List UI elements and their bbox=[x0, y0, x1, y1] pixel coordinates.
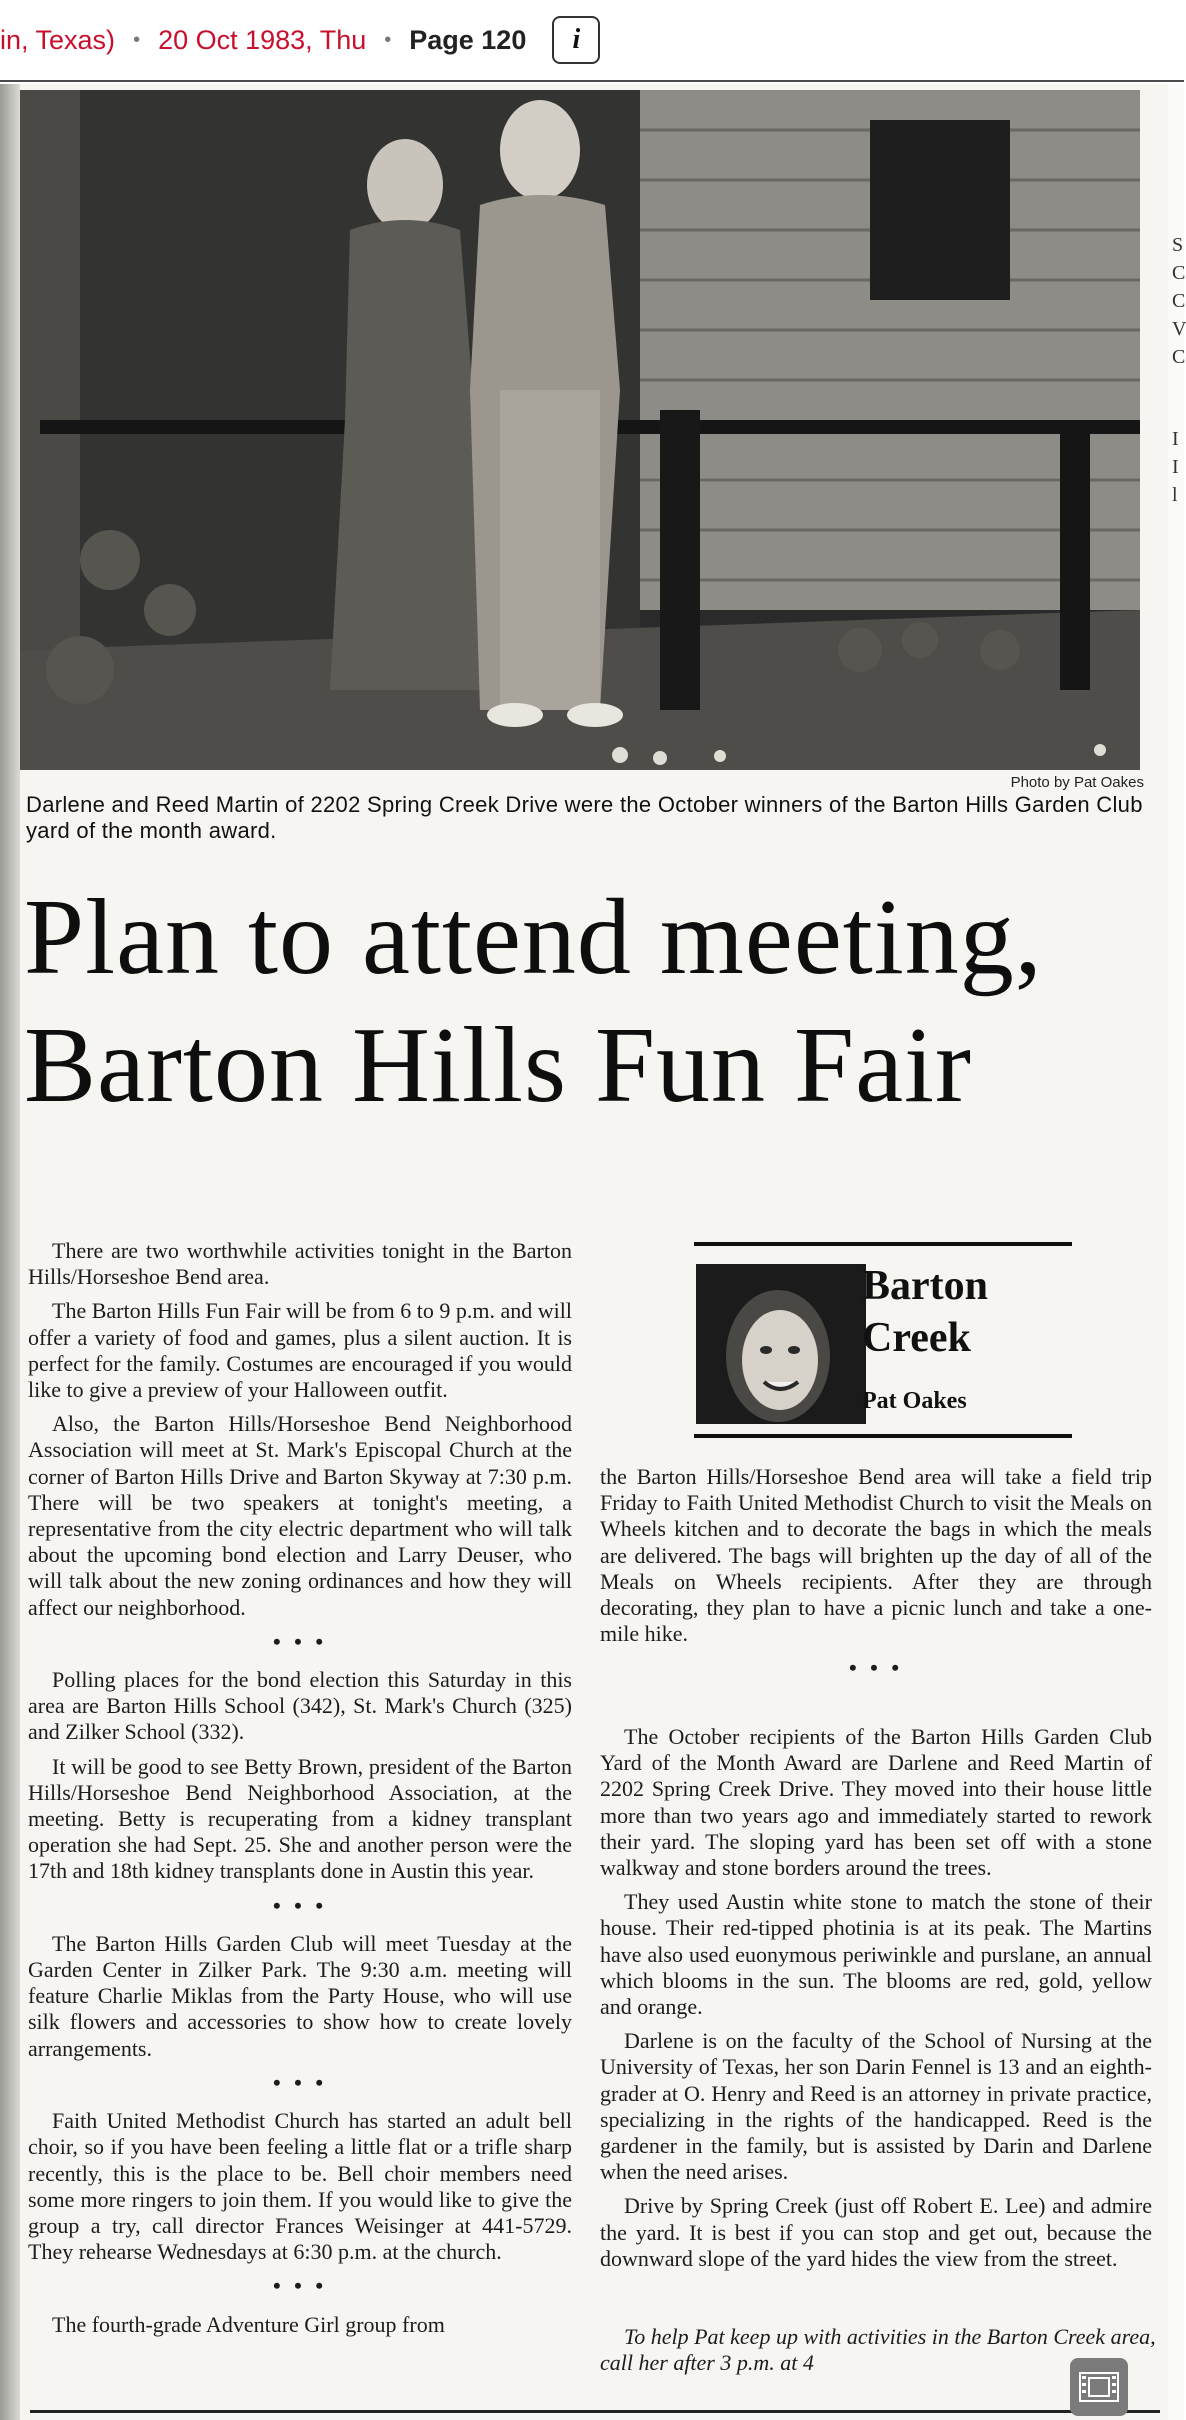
adjacent-column-edge bbox=[1168, 84, 1184, 2420]
filmstrip-button[interactable] bbox=[1070, 2358, 1128, 2416]
article-paragraph: Darlene is on the faculty of the School of Nursing at the University of Texas, her son Darin Fennel is 13 and an eighth-grader at O. Henry and Reed is an attorney in private practice, specializing in the rights of the handicapped. Reed is the gardener in the family, but is assisted by Darin and Darlene when the need arises. bbox=[600, 2028, 1152, 2185]
article-paragraph: It will be good to see Betty Brown, president of the Barton Hills/Horseshoe Bend Neighborhood Association, at the meeting. Betty is recuperating from a kidney transplant operation she had Sept. 25. She and another person were the 17th and 18th kidney transplants done in Austin this year. bbox=[28, 1753, 572, 1884]
edge-letter: S bbox=[1172, 234, 1184, 256]
paper-location[interactable]: in, Texas) bbox=[0, 24, 116, 55]
column-title bbox=[862, 1260, 988, 1364]
photo-credit: Photo by Pat Oakes bbox=[1010, 774, 1144, 791]
article-paragraph: The October recipients of the Barton Hills Garden Club Yard of the Month Award are Darlene and Reed Martin of 2202 Spring Creek Drive. They moved into their house little more than two years ago and immediately started to rework their yard. The sloping yard has been set off with a stone walkway and stone borders around the trees. bbox=[600, 1724, 1152, 1881]
issue-date[interactable]: 20 Oct 1983, Thu bbox=[158, 24, 367, 55]
page-bottom-rule bbox=[30, 2410, 1160, 2413]
article-paragraph: They used Austin white stone to match the stone of their house. Their red-tipped photinia is at its peak. The Martins have also used euonymous periwinkle and purslane, an annual which blooms in the sun. The blooms are red, gold, yellow and orange. bbox=[600, 1889, 1152, 2020]
closing-note: To help Pat keep up with activities in the Barton Creek area, call her after 3 p.m. at 4 bbox=[600, 2324, 1156, 2375]
column-title-line: Creek bbox=[862, 1315, 971, 1361]
author-photo bbox=[696, 1264, 866, 1424]
headline-line: Barton Hills Fun Fair bbox=[24, 1006, 973, 1125]
article-paragraph: There are two worthwhile activities tonight in the Barton Hills/Horseshoe Bend area. bbox=[28, 1238, 572, 1290]
page-number: Page 120 bbox=[409, 24, 527, 55]
separator-dot: • bbox=[133, 28, 141, 51]
edge-letter: I bbox=[1172, 428, 1179, 450]
edge-letter: C bbox=[1172, 346, 1186, 368]
section-separator: • • • bbox=[272, 1892, 328, 1918]
article-headline bbox=[24, 874, 1154, 1130]
section-separator: • • • bbox=[272, 2273, 328, 2299]
section-separator: • • • bbox=[272, 2069, 328, 2095]
section-separator: • • • bbox=[272, 1628, 328, 1654]
article-column-right-top bbox=[600, 1464, 1152, 1694]
author-name: Pat Oakes bbox=[862, 1388, 967, 1414]
article-paragraph: The Barton Hills Garden Club will meet Tuesday at the Garden Center in Zilker Park. The 9:30 a.m. meeting will feature Charlie Miklas from the Party House, who will use silk flowers and accessories to show how to create lovely arrangements. bbox=[28, 1930, 572, 2061]
article-paragraph: Drive by Spring Creek (just off Robert E. Lee) and admire the yard. It is best if you can stop and get out, because the downward slope of the yard hides the view from the street. bbox=[600, 2193, 1152, 2271]
article-paragraph: Faith United Methodist Church has started an adult bell choir, so if you have been feeling a little flat or a trifle sharp recently, this is the place to be. Bell choir members need some more ringers to join them. If you would like to give the group a try, call director Frances Weisinger at 441-5729. They rehearse Wednesdays at 6:30 p.m. at the church. bbox=[28, 2108, 572, 2265]
article-column-right bbox=[600, 1724, 1152, 2280]
info-button[interactable] bbox=[552, 16, 600, 64]
page-left-edge bbox=[0, 84, 20, 2420]
separator-dot: • bbox=[384, 28, 392, 51]
edge-letter: C bbox=[1172, 290, 1186, 312]
photo-caption: Darlene and Reed Martin of 2202 Spring Creek Drive were the October winners of the Barton Hills Garden Club yard of the month award. bbox=[26, 792, 1143, 843]
top-bar bbox=[0, 0, 1184, 82]
edge-letter: V bbox=[1172, 318, 1186, 340]
column-byline-box bbox=[694, 1242, 1072, 1438]
article-paragraph: The fourth-grade Adventure Girl group from bbox=[52, 2311, 445, 2337]
headline-line: Plan to attend meeting, bbox=[24, 878, 1043, 997]
info-icon: i bbox=[572, 24, 581, 55]
edge-letter: C bbox=[1172, 262, 1186, 284]
news-photo bbox=[20, 90, 1140, 770]
article-column-left bbox=[28, 1238, 572, 2346]
article-paragraph: The Barton Hills Fun Fair will be from 6 to 9 p.m. and will offer a variety of food and games, plus a silent auction. It is perfect for the family. Costumes are encouraged if you would like to give a preview of your Halloween outfit. bbox=[28, 1298, 573, 1403]
article-paragraph: Also, the Barton Hills/Horseshoe Bend Neighborhood Association will meet at St. Mark's Episcopal Church at the corner of Barton Hills Drive and Barton Skyway at 7:30 p.m. There will be two speakers at tonight's meeting, a representative from the city electric department who will talk about the upcoming bond election and Larry Deuser, who will talk about the new zoning ordinances and how they will affect our neighborhood. bbox=[28, 1411, 572, 1620]
edge-letter: I bbox=[1172, 456, 1179, 478]
article-paragraph: the Barton Hills/Horseshoe Bend area will take a field trip Friday to Faith United Methodist Church to visit the Meals on Wheels kitchen and to decorate the bags in which the meals are delivered. The bags will brighten up the day of all of the Meals on Wheels recipients. After they are through decorating, they plan to have a picnic lunch and take a one-mile hike. bbox=[600, 1464, 1152, 1647]
newspaper-page[interactable] bbox=[0, 84, 1184, 2420]
edge-letter: l bbox=[1172, 484, 1178, 506]
column-title-line: Barton bbox=[862, 1263, 988, 1309]
section-separator: • • • bbox=[848, 1655, 904, 1681]
filmstrip-icon bbox=[1079, 2372, 1119, 2402]
article-paragraph: Polling places for the bond election this Saturday in this area are Barton Hills School (342), St. Mark's Church (325) and Zilker School (332). bbox=[28, 1667, 572, 1745]
